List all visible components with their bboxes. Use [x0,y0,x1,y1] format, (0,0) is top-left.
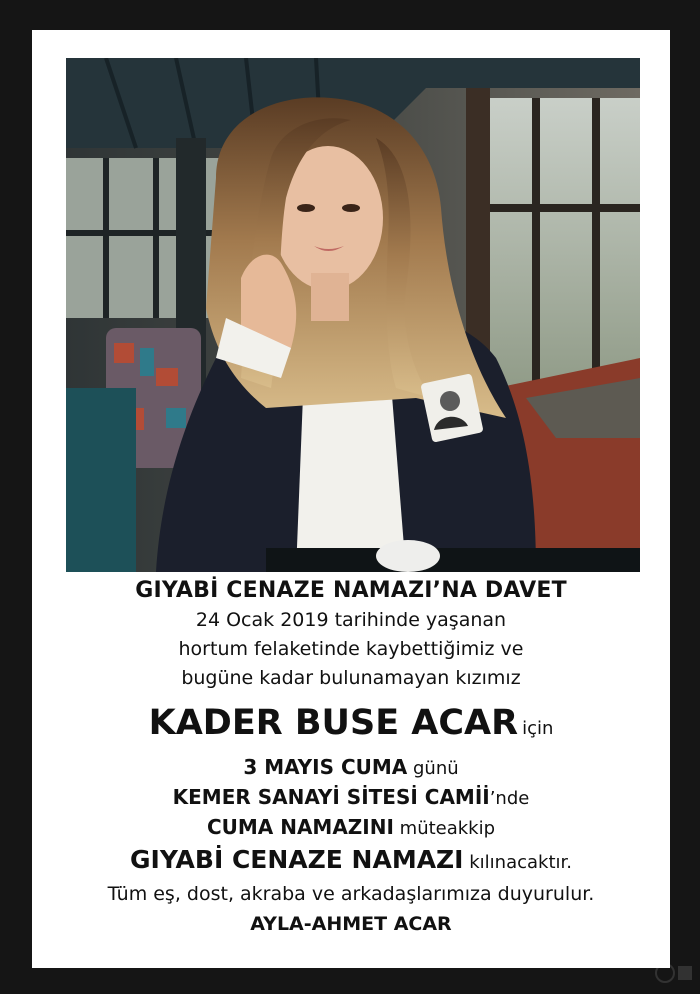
prayer-name: CUMA NAMAZINI [206,815,394,839]
deceased-name: KADER BUSE ACAR [148,703,519,743]
notice-text [32,576,670,939]
name-suffix: için [522,718,554,739]
notice-heading: GIYABİ CENAZE NAMAZI’NA DAVET [135,578,567,603]
announcement-line: Tüm eş, dost, akraba ve arkadaşlarımıza duyurulur. [107,883,595,905]
deceased-name-line [32,699,670,753]
prayer-date: 3 MAYIS CUMA [243,755,408,779]
funeral-prayer: GIYABİ CENAZE NAMAZI [130,845,464,874]
portrait-illustration [66,58,640,572]
intro-line-1: 24 Ocak 2019 tarihinde yaşanan [195,609,507,631]
mosque-name: KEMER SANAYİ SİTESİ CAMİİ [172,785,490,809]
funeral-suffix: kılınacaktır. [469,852,572,873]
prayer-line [32,813,670,843]
intro-line-3: bugüne kadar bulunamayan kızımız [181,667,521,689]
date-suffix: günü [413,758,459,779]
signature: AYLA-AHMET ACAR [250,913,452,935]
notice-card [32,30,670,968]
funeral-line [32,843,670,880]
intro-line-2: hortum felaketinde kaybettiğimiz ve [178,638,524,660]
watermark-icon [654,962,694,984]
date-line [32,753,670,783]
portrait-photo [66,58,640,572]
prayer-suffix: müteakkip [399,818,496,839]
mosque-line [32,783,670,813]
mosque-suffix: ’nde [489,788,530,809]
